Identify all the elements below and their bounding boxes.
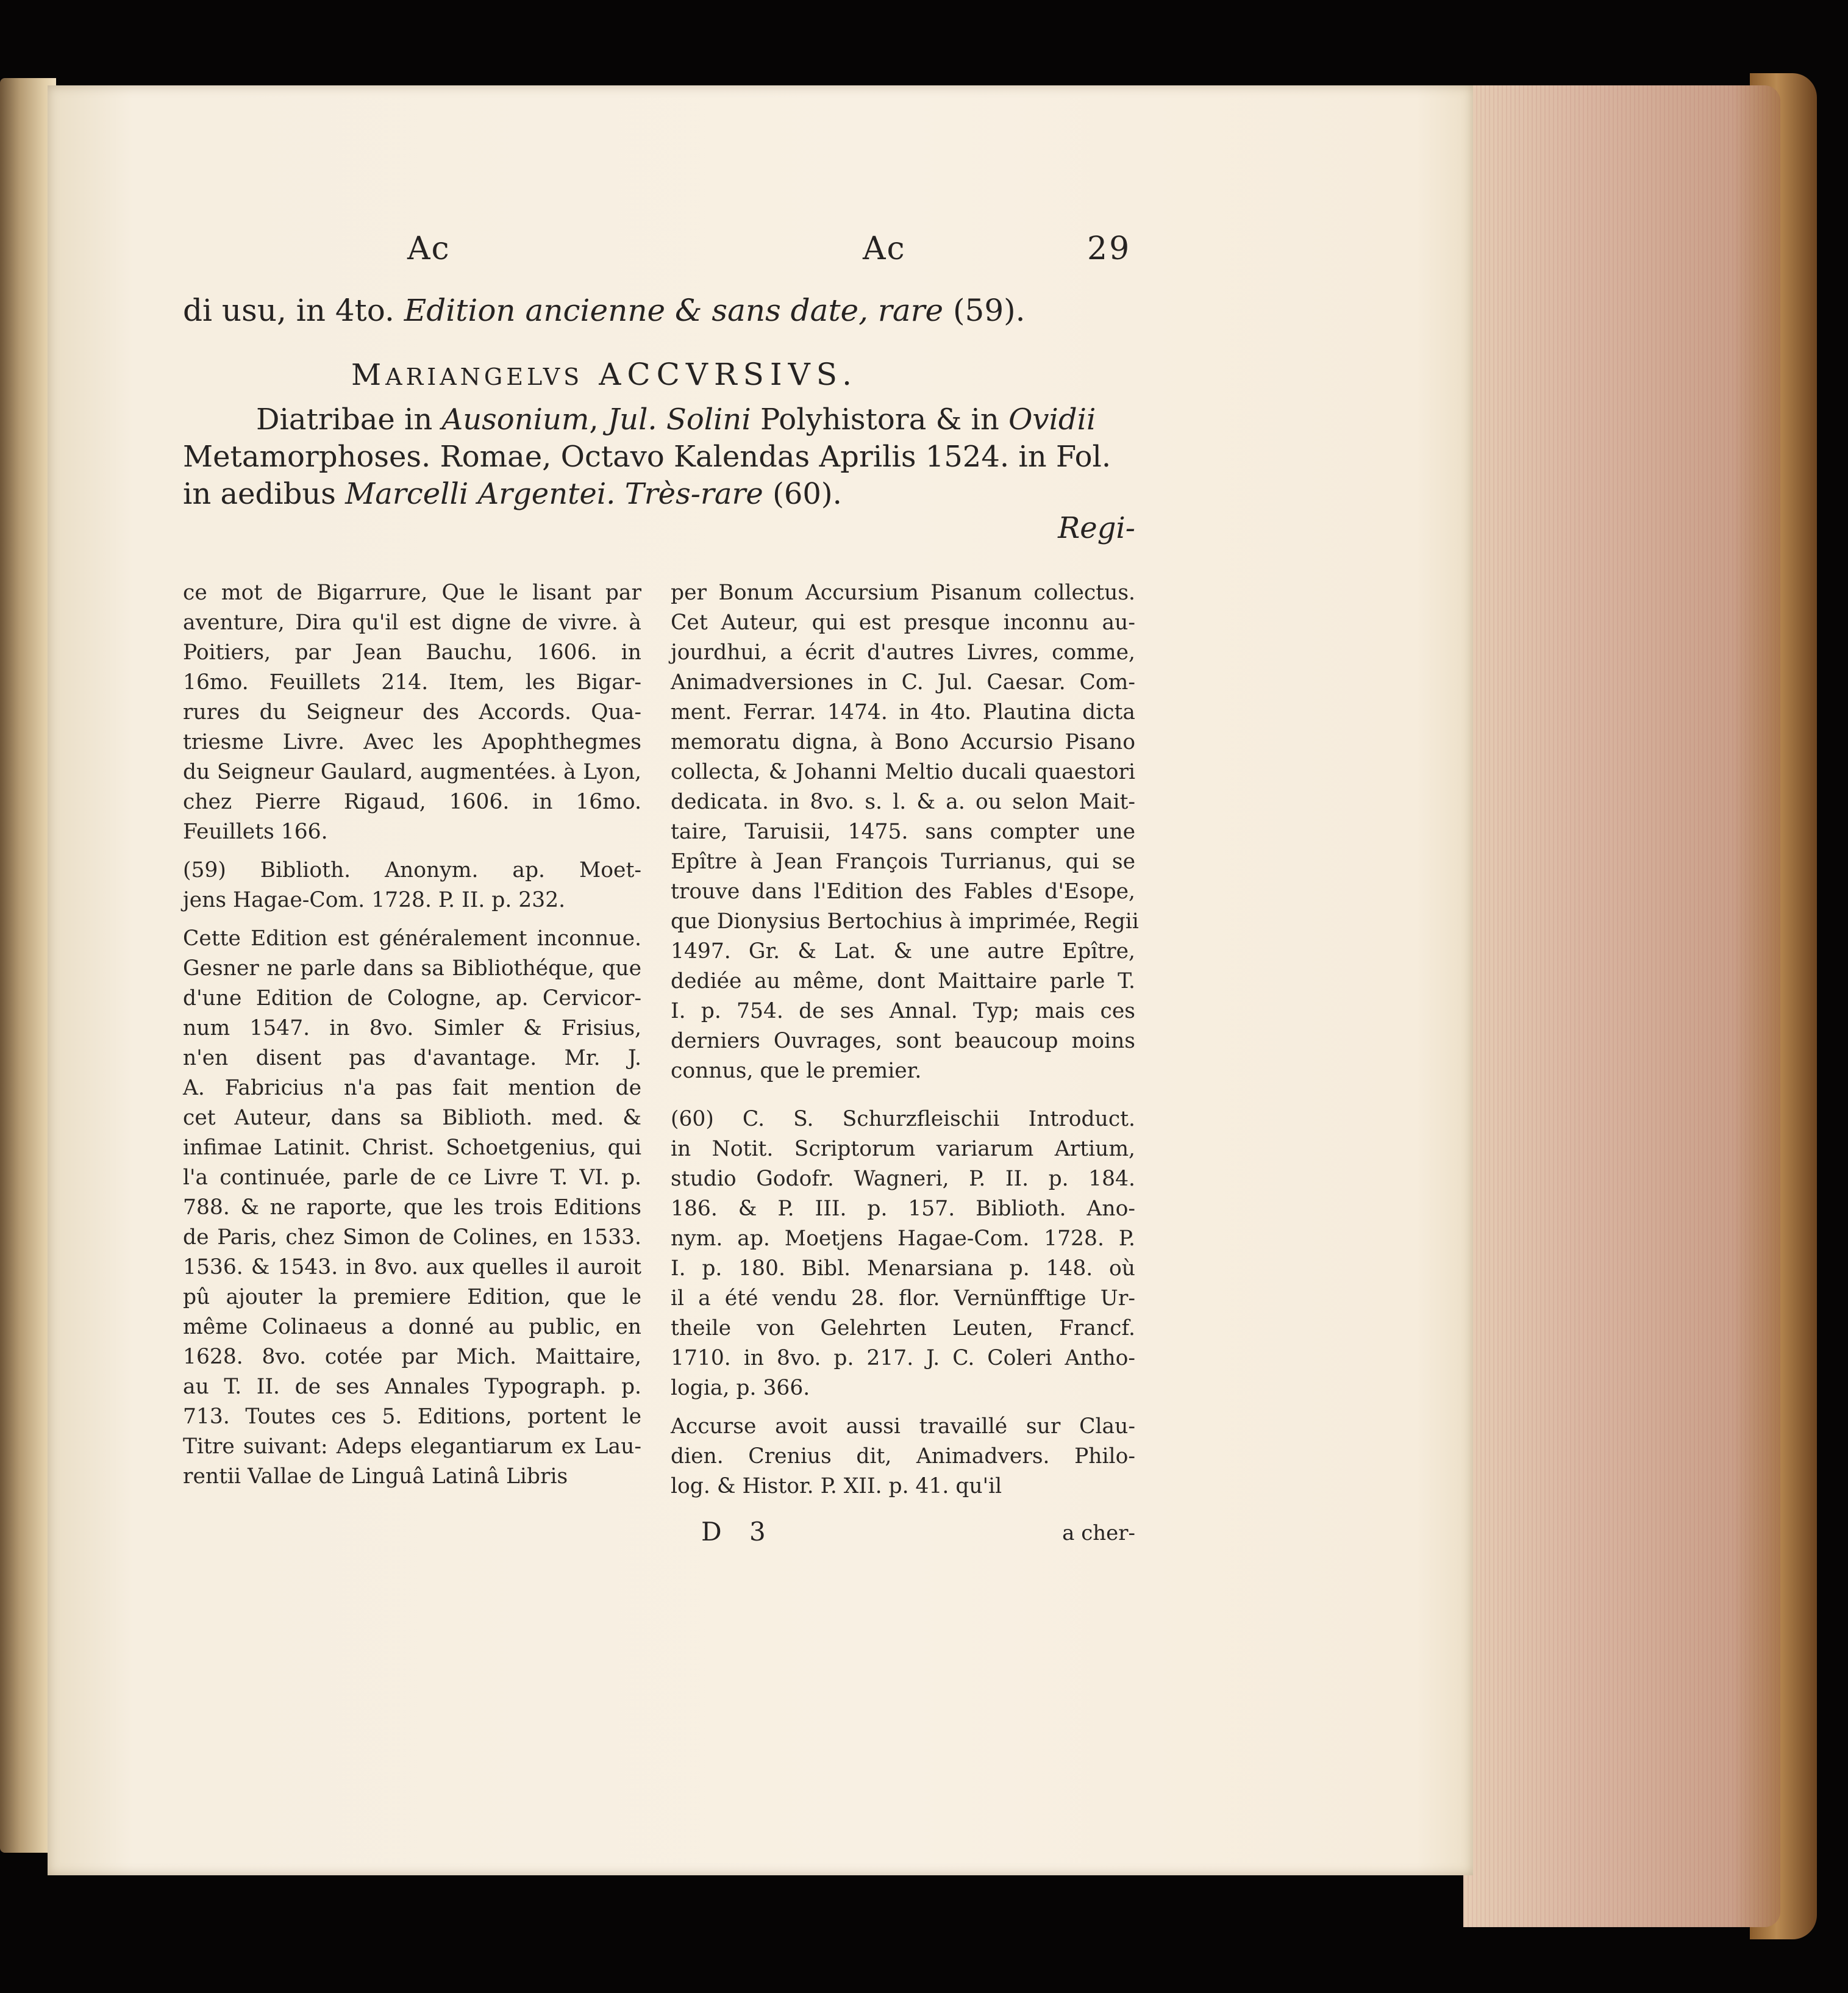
column-line: 713. Toutes ces 5. Editions, portent le (183, 1404, 641, 1429)
entry-text-segment: Diatribae in (256, 403, 442, 437)
column-line: trouve dans l'Edition des Fables d'Esope, (671, 879, 1135, 904)
column-line: rures du Seigneur des Accords. Qua- (183, 700, 641, 725)
column-line: pû ajouter la premiere Edition, que le (183, 1285, 641, 1309)
column-line: theile von Gelehrten Leuten, Francf. (671, 1316, 1135, 1340)
column-line: per Bonum Accursium Pisanum collectus. (671, 581, 1135, 605)
column-line: jourdhui, a écrit d'autres Livres, comme, (671, 640, 1135, 665)
entry-heading-surname: ACCVRSIVS. (599, 357, 858, 392)
entry-text-italic: Ovidii (1008, 403, 1096, 437)
column-line: ce mot de Bigarrure, Que le lisant par (183, 581, 641, 605)
column-line: (59) Biblioth. Anonym. ap. Moet- (183, 858, 641, 882)
entry-text-italic: Jul. Solini (607, 403, 751, 437)
column-line: 16mo. Feuillets 214. Item, les Bigar- (183, 670, 641, 695)
column-line: Titre suivant: Adeps elegantiarum ex Lau- (183, 1434, 641, 1459)
column-line: chez Pierre Rigaud, 1606. in 16mo. (183, 790, 641, 814)
entry-text-segment: Polyhistora & in (751, 403, 1009, 437)
column-line: rentii Vallae de Linguâ Latinâ Libris (183, 1464, 568, 1489)
entry-text-segment: in aedibus (183, 477, 346, 511)
paragraph-gap (671, 1403, 1135, 1412)
signature-mark: D 3 (701, 1517, 776, 1547)
column-line: Cet Auteur, qui est presque inconnu au- (671, 610, 1135, 635)
entry-text-italic: Très-rare (624, 477, 763, 511)
column-line: I. p. 754. de ses Annal. Typ; mais ces (671, 999, 1135, 1023)
column-line: Cette Edition est généralement inconnue. (183, 926, 641, 951)
entry-text-segment: (60). (763, 477, 842, 511)
column-line: dedicata. in 8vo. s. l. & a. ou selon Mait- (671, 790, 1135, 814)
footnote-column-right (671, 578, 1139, 1501)
column-line: ment. Ferrar. 1474. in 4to. Plautina dicta (671, 700, 1135, 725)
running-head-left: Ac (407, 231, 451, 267)
column-line: num 1547. in 8vo. Simler & Frisius, (183, 1016, 641, 1040)
column-line: Animadversiones in C. Jul. Caesar. Com- (671, 670, 1135, 695)
column-line: in Notit. Scriptorum variarum Artium, (671, 1137, 1135, 1161)
column-line: jens Hagae-Com. 1728. P. II. p. 232. (183, 888, 566, 912)
entry-text-segment (615, 477, 624, 511)
column-line: il a été vendu 28. flor. Vernünfftige Ur- (671, 1286, 1135, 1311)
column-line: triesme Livre. Avec les Apophthegmes (183, 730, 641, 754)
entry-line-3 (183, 476, 1134, 513)
column-line: Feuillets 166. (183, 820, 328, 844)
entry-text-italic: Ausonium (441, 403, 590, 437)
running-head-center: Ac (863, 231, 906, 267)
opening-line-pre: di usu, in 4to. (183, 293, 404, 328)
entry-heading (351, 357, 858, 392)
entry-text-segment: , (589, 403, 608, 437)
column-line: n'en disent pas d'avantage. Mr. J. (183, 1046, 641, 1070)
column-line: Accurse avoit aussi travaillé sur Clau- (671, 1414, 1135, 1439)
column-line: 1628. 8vo. cotée par Mich. Maittaire, (183, 1345, 641, 1369)
column-line: infimae Latinit. Christ. Schoetgenius, qui (183, 1136, 641, 1160)
column-line: logia, p. 366. (671, 1376, 810, 1400)
column-line: derniers Ouvrages, sont beaucoup moins (671, 1029, 1135, 1053)
column-line: 1497. Gr. & Lat. & une autre Epître, (671, 939, 1135, 964)
column-line: de Paris, chez Simon de Colines, en 1533. (183, 1225, 641, 1250)
column-line: I. p. 180. Bibl. Menarsiana p. 148. où (671, 1256, 1135, 1281)
column-line: au T. II. de ses Annales Typograph. p. (183, 1375, 641, 1399)
column-line: memoratu digna, à Bono Accursio Pisano (671, 730, 1135, 754)
column-line: 186. & P. III. p. 157. Biblioth. Ano- (671, 1197, 1135, 1221)
paragraph-gap (183, 915, 641, 924)
footnote-column-left (183, 578, 641, 1492)
column-line: d'une Edition de Cologne, ap. Cervicor- (183, 986, 641, 1011)
entry-heading-first-name: ARIANGELVS (385, 363, 583, 390)
column-line: 1710. in 8vo. p. 217. J. C. Coleri Antho- (671, 1346, 1135, 1370)
column-line: nym. ap. Moetjens Hagae-Com. 1728. P. (671, 1226, 1135, 1251)
column-line: même Colinaeus a donné au public, en (183, 1315, 641, 1339)
column-line: A. Fabricius n'a pas fait mention de (183, 1076, 641, 1100)
column-line: dediée au même, dont Maittaire parle T. (671, 969, 1135, 993)
column-line: (60) C. S. Schurzfleischii Introduct. (671, 1107, 1135, 1131)
page-block-fore-edge (1463, 85, 1780, 1927)
column-line: Poitiers, par Jean Bauchu, 1606. in (183, 640, 641, 665)
column-line: connus, que le premier. (671, 1059, 922, 1083)
column-line: dien. Crenius dit, Animadvers. Philo- (671, 1444, 1135, 1469)
column-line: que Dionysius Bertochius à imprimée, Regii (671, 909, 1139, 934)
column-line: aventure, Dira qu'il est digne de vivre. à (183, 610, 641, 635)
paragraph-gap (183, 847, 641, 856)
column-line: Epître à Jean François Turrianus, qui se (671, 850, 1135, 874)
paragraph-gap (671, 1086, 1135, 1104)
column-line: 1536. & 1543. in 8vo. aux quelles il auroit (183, 1255, 641, 1279)
column-line: taire, Taruisii, 1475. sans compter une (671, 820, 1135, 844)
catchword-regi: Regi- (1058, 511, 1135, 545)
catchword-cher: a cher- (1062, 1521, 1135, 1545)
column-line: studio Godofr. Wagneri, P. II. p. 184. (671, 1167, 1135, 1191)
opening-line-italic: Edition ancienne & sans date, rare (404, 293, 944, 328)
entry-description (183, 401, 1134, 513)
column-line: l'a continuée, parle de ce Livre T. VI. p. (183, 1165, 641, 1190)
column-line: Gesner ne parle dans sa Bibliothéque, que (183, 956, 641, 981)
entry-heading-initial: M (351, 358, 386, 392)
column-line: log. & Histor. P. XII. p. 41. qu'il (671, 1474, 1002, 1498)
page-number: 29 (1087, 231, 1132, 267)
entry-line-2: Metamorphoses. Romae, Octavo Kalendas Aprilis 1524. in Fol. (183, 440, 1111, 474)
column-line: du Seigneur Gaulard, augmentées. à Lyon, (183, 760, 641, 784)
column-line: 788. & ne raporte, que les trois Editions (183, 1195, 641, 1220)
column-line: cet Auteur, dans sa Biblioth. med. & (183, 1106, 641, 1130)
column-line: collecta, & Johanni Meltio ducali quaestori (671, 760, 1135, 784)
opening-line-post: (59). (953, 293, 1026, 328)
entry-line-1 (183, 401, 1134, 438)
opening-line (183, 292, 1134, 329)
entry-text-italic: Marcelli Argentei. (345, 477, 616, 511)
